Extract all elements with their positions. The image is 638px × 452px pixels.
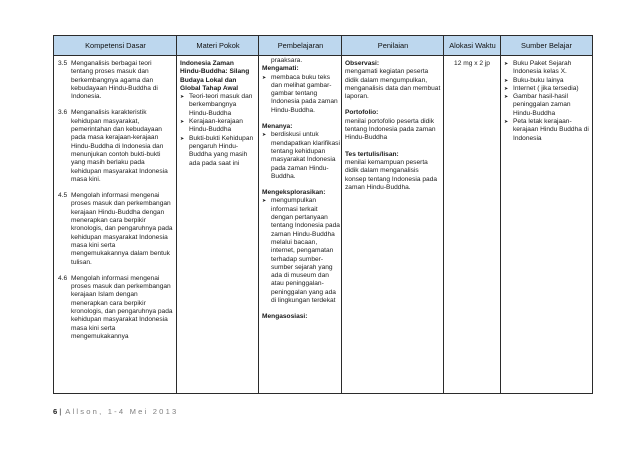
column-divider [443, 36, 444, 393]
alokasi-value: 12 mg x 2 jp [454, 60, 490, 67]
kd-number: 3.5 [58, 60, 68, 67]
alokasi-waktu-cell [444, 60, 500, 80]
footer-text: Allson, 1-4 Mei 2013 [65, 407, 179, 416]
bullet-icon: ➤ [504, 119, 509, 126]
list-item [180, 93, 256, 118]
page-number: 6 [53, 407, 58, 416]
list-item [262, 131, 340, 181]
bullet-icon: ➤ [504, 77, 509, 84]
header-materi-pokok: Materi Pokok [196, 41, 240, 50]
bullet-icon: ➤ [262, 74, 267, 81]
pembelajaran-heading: Menanya: [262, 123, 293, 131]
sumber-item: Buku Paket Sejarah Indonesia kelas X. [513, 60, 572, 76]
kd-text: Mengolah informasi mengenai proses masuk dan perkembangan kerajaan Hindu-Buddha dengan menerapkan cara berpikir kronologis, dan pengaruhnya pada kehidupan masyarakat Indonesia masa kini serta mengemukakannya dalam bentuk tulisan. [71, 192, 173, 266]
list-item [504, 118, 590, 143]
pembelajaran-item: mengumpulkan informasi terkait dengan pertanyaan tentang Indonesia pada zaman Hindu-Buddha melalui bacaan, internet, pengamatan terhadap sumber-sumber sejarah yang ada di museum dan atau peninggalan-peninggalan yang ada di lingkungan terdekat [271, 197, 340, 305]
list-item [262, 197, 340, 305]
header-kompetensi-dasar: Kompetensi Dasar [85, 41, 146, 50]
kd-item [58, 275, 174, 341]
bullet-icon: ➤ [262, 132, 267, 139]
pembelajaran-heading: Mengamati: [262, 65, 299, 73]
kd-text: Menganalisis berbagai teori tentang proses masuk dan berkembangnya agama dan kebudayaan Hindu-Buddha di Indonesia. [71, 60, 158, 101]
list-item [180, 135, 256, 168]
materi-item: Teori-teori masuk dan berkembangnya Hindu-Buddha [189, 93, 253, 117]
footer-separator: | [59, 407, 62, 416]
penilaian-text: mengamati kegiatan peserta didik dalam mengumpulkan, menganalisis data dan membuat laporan. [345, 68, 441, 101]
list-item [504, 60, 590, 77]
bullet-icon: ➤ [504, 61, 509, 67]
kd-text: Mengolah informasi mengenai proses masuk dan perkembangan kerajaan Islam dengan menerapkan cara berpikir kronologis, dan pengaruhnya pada kehidupan masyarakat Indonesia masa kini serta mengemukakannya [71, 274, 173, 340]
list-item [504, 93, 590, 118]
sumber-item: Gambar hasil-hasil peninggalan zaman Hindu-Buddha [513, 93, 571, 117]
column-divider [176, 36, 177, 393]
header-sumber-belajar: Sumber Belajar [521, 41, 572, 50]
pembelajaran-heading: Mengeksplorasikan: [262, 189, 326, 197]
bullet-icon: ➤ [504, 94, 509, 101]
materi-title: Indonesia Zaman Hindu-Buddha: Silang Budaya Lokal dan Global Tahap Awal [180, 60, 250, 92]
list-item [262, 74, 340, 115]
table-header [54, 36, 592, 56]
sumber-belajar-cell [504, 60, 590, 393]
sumber-item: Peta letak kerajaan-kerajaan Hindu Buddha di Indonesia [513, 118, 589, 142]
page-footer [53, 407, 178, 416]
penilaian-heading: Tes tertulis/lisan: [345, 150, 399, 158]
bullet-icon: ➤ [262, 198, 267, 205]
penilaian-heading: Portofolio: [345, 109, 379, 117]
header-alokasi-waktu: Alokasi Waktu [449, 41, 496, 50]
bullet-icon: ➤ [180, 94, 185, 101]
kd-text: Menganalisis karakteristik kehidupan masyarakat, pemerintahan dan kebudayaan pada masa kerajaan-kerajaan Hindu-Buddha di Indonesia dan menunjukan contoh bukti-bukti yang masih berlaku pada kehidupan masyarakat Indonesia masa kini. [71, 109, 168, 183]
kd-item [58, 192, 174, 267]
column-divider [258, 36, 259, 393]
pembelajaran-item: berdiskusi untuk mendapatkan klarifikasi tentang kehidupan masyarakat Indonesia pada zaman Hindu-Buddha. [271, 131, 340, 180]
bullet-icon: ➤ [180, 119, 185, 126]
materi-item: Kerajaan-kerajaan Hindu-Buddha [189, 118, 243, 134]
list-item [180, 118, 256, 135]
sumber-item: Buku-buku lainya [513, 76, 564, 84]
bullet-icon: ➤ [504, 85, 509, 92]
kd-number: 3.6 [58, 109, 68, 117]
kd-item [58, 109, 174, 184]
list-item [504, 85, 590, 93]
column-divider [341, 36, 342, 393]
column-divider [500, 36, 501, 393]
pembelajaran-item: membaca buku teks dan melihat gambar-gambar tentang Indonesia pada zaman Hindu-Buddha. [271, 73, 338, 114]
bullet-icon: ➤ [180, 135, 185, 142]
penilaian-text: menilai kemampuan peserta didik dalam menganalisis konsep tentang Indonesia pada zaman Hindu-Buddha. [345, 158, 438, 191]
lesson-plan-table [53, 35, 593, 394]
list-item [504, 77, 590, 85]
pembelajaran-top-text: praaksara. [271, 57, 303, 64]
kd-number: 4.6 [58, 274, 68, 282]
header-penilaian: Penilaian [377, 41, 409, 50]
header-pembelajaran: Pembelajaran [277, 41, 324, 50]
sumber-item: Internet ( jika tersedia) [513, 84, 579, 92]
penilaian-heading: Observasi: [345, 60, 380, 67]
kd-item [58, 60, 174, 101]
penilaian-text: menilai portofolio peserta didik tentang Indonesia pada zaman Hindu-Buddha [345, 117, 436, 142]
materi-pokok-cell [180, 60, 256, 393]
penilaian-cell [345, 60, 441, 393]
pembelajaran-cell [262, 57, 340, 393]
kompetensi-dasar-cell [58, 60, 174, 393]
kd-number: 4.5 [58, 192, 68, 200]
materi-item: Bukti-bukti Kehidupan pengaruh Hindu-Buddha yang masih ada pada saat ini [189, 134, 254, 167]
pembelajaran-heading: Mengasosiasi: [262, 313, 308, 321]
